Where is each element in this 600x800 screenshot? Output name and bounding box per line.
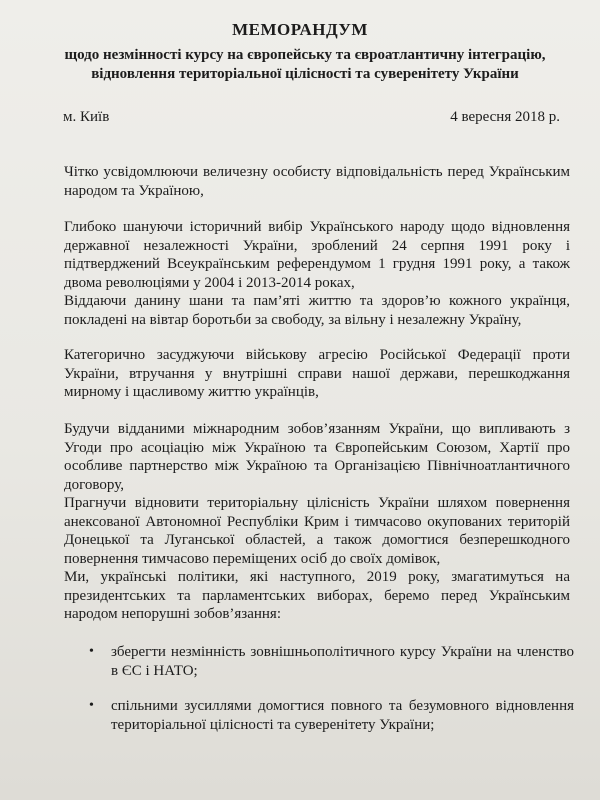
paragraph-4: Категорично засуджуючи військову агресію Російської Федерації проти України, втручання у внутрішні справи нашої держави, перешкоджання мирному і щасливому життю українців,	[64, 347, 570, 400]
paragraph-5: Будучи відданими міжнародним зобов’язанням України, що випливають з Угоди про асоціацію між Україною та Європейським Союзом, Хартії про особливе партнерство між Україною та Організацією Північноатлантичного договору,	[64, 421, 570, 493]
document-title: МЕМОРАНДУМ	[232, 20, 368, 39]
bullet-icon: •	[89, 698, 94, 713]
bullet-icon: •	[89, 644, 94, 659]
paragraph-2: Глибоко шануючи історичний вибір Українського народу щодо відновлення державної незалежності України, зроблений 24 серпня 1991 року і підтверджений Всеукраїнським референдумом 1 грудня 1991 року, а також двома революціями у 2004 і 2013-2014 роках,	[64, 219, 570, 291]
paragraph-6: Прагнучи відновити територіальну цілісність України шляхом повернення анексованої Автономної Республіки Крим і тимчасово окупованих територій Донецької та Луганської областей, а також домогтися безперешкодного повернення тимчасово переміщених осіб до своїх домівок,	[64, 495, 570, 567]
paragraph-7: Ми, українські політики, які наступного, 2019 року, змагатимуться на президентських та парламентських виборах, беремо перед Українським народом непорушні зобов’язання:	[64, 569, 570, 622]
paragraph-1: Чітко усвідомлюючи величезну особисту відповідальність перед Українським народом та Україною,	[64, 164, 570, 199]
list-item-text: зберегти незмінність зовнішньополітичного курсу України на членство в ЄС і НАТО;	[111, 644, 574, 679]
document-place: м. Київ	[63, 109, 110, 125]
list-item	[89, 643, 574, 680]
document-date: 4 вересня 2018 р.	[450, 109, 560, 125]
paragraph-3: Віддаючи данину шани та пам’яті життю та здоров’ю кожного українця, покладені на вівтар боротьби за свободу, за вільну і незалежну Україну,	[64, 293, 570, 328]
list-item-text: спільними зусиллями домогтися повного та безумовного відновлення територіальної цілісності та суверенітету України;	[111, 698, 574, 733]
list-item	[89, 697, 574, 734]
document-subtitle: щодо незмінності курсу на європейську та євроатлантичну інтеграцію, відновлення територіальної цілісності та суверенітету України	[64, 47, 546, 82]
